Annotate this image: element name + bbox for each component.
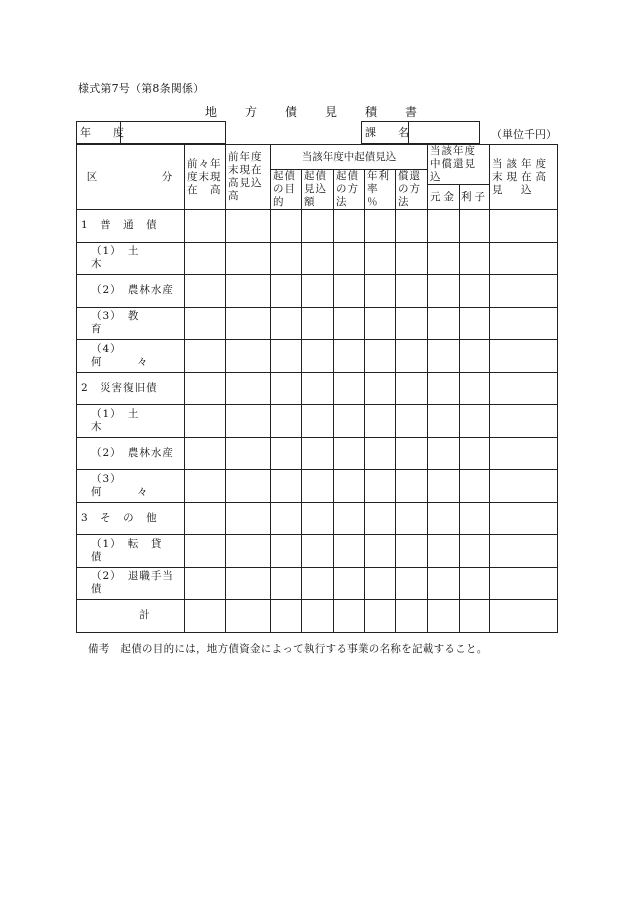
value-cell[interactable]	[271, 340, 302, 373]
value-cell[interactable]	[428, 567, 460, 600]
dept-label: 課 名	[365, 126, 409, 139]
table-row	[77, 242, 558, 275]
value-cell[interactable]	[365, 535, 396, 568]
value-cell[interactable]	[185, 470, 226, 503]
value-cell[interactable]	[185, 242, 226, 275]
value-cell[interactable]	[396, 567, 428, 600]
value-cell[interactable]	[271, 372, 302, 405]
value-cell[interactable]	[302, 242, 334, 275]
value-cell[interactable]	[460, 502, 490, 535]
value-cell[interactable]	[490, 502, 558, 535]
row-label: （1） 転 貸 債	[77, 535, 185, 568]
value-cell[interactable]	[428, 340, 460, 373]
header-issue-group: 当該年度中起債見込	[271, 145, 428, 170]
row-label: 2 災害復旧債	[77, 372, 185, 405]
value-cell[interactable]	[226, 567, 271, 600]
value-cell[interactable]	[396, 372, 428, 405]
header-rate: 年利率 ％	[365, 170, 396, 210]
value-cell[interactable]	[365, 340, 396, 373]
value-cell[interactable]	[396, 502, 428, 535]
value-cell[interactable]	[271, 600, 302, 633]
value-cell[interactable]	[490, 307, 558, 340]
value-cell[interactable]	[302, 535, 334, 568]
table-row	[77, 535, 558, 568]
value-cell[interactable]	[396, 470, 428, 503]
row-label: 計	[77, 600, 185, 633]
header-repay-group: 当該年度中償還見込	[428, 145, 490, 185]
table-row	[77, 307, 558, 340]
value-cell[interactable]	[226, 502, 271, 535]
value-cell[interactable]	[490, 210, 558, 243]
value-cell[interactable]	[396, 340, 428, 373]
value-cell[interactable]	[226, 600, 271, 633]
value-cell[interactable]	[334, 307, 365, 340]
value-cell[interactable]	[334, 567, 365, 600]
value-cell[interactable]	[226, 307, 271, 340]
value-cell[interactable]	[460, 372, 490, 405]
value-cell[interactable]	[396, 535, 428, 568]
value-cell[interactable]	[490, 242, 558, 275]
value-cell[interactable]	[334, 437, 365, 470]
value-cell[interactable]	[334, 502, 365, 535]
table-row	[77, 437, 558, 470]
value-cell[interactable]	[490, 340, 558, 373]
value-cell[interactable]	[302, 210, 334, 243]
value-cell[interactable]	[428, 600, 460, 633]
row-label: （3） 何 々	[77, 470, 185, 503]
value-cell[interactable]	[334, 242, 365, 275]
value-cell[interactable]	[396, 307, 428, 340]
value-cell[interactable]	[460, 535, 490, 568]
value-cell[interactable]	[185, 340, 226, 373]
value-cell[interactable]	[302, 502, 334, 535]
header-method: 起債の方法	[334, 170, 365, 210]
value-cell[interactable]	[185, 372, 226, 405]
value-cell[interactable]	[271, 210, 302, 243]
row-label: （1） 土 木	[77, 405, 185, 438]
value-cell[interactable]	[428, 405, 460, 438]
value-cell[interactable]	[185, 567, 226, 600]
value-cell[interactable]	[271, 242, 302, 275]
table-row	[77, 600, 558, 633]
value-cell[interactable]	[460, 242, 490, 275]
value-cell[interactable]	[334, 600, 365, 633]
value-cell[interactable]	[185, 535, 226, 568]
value-cell[interactable]	[365, 275, 396, 308]
header-principal: 元金	[428, 185, 460, 210]
document-title: 地 方 債 見 積 書	[204, 105, 425, 119]
value-cell[interactable]	[428, 502, 460, 535]
value-cell[interactable]	[460, 567, 490, 600]
value-cell[interactable]	[271, 307, 302, 340]
value-cell[interactable]	[396, 242, 428, 275]
value-cell[interactable]	[302, 405, 334, 438]
value-cell[interactable]	[226, 210, 271, 243]
value-cell[interactable]	[460, 340, 490, 373]
value-cell[interactable]	[365, 307, 396, 340]
value-cell[interactable]	[226, 340, 271, 373]
value-cell[interactable]	[226, 437, 271, 470]
value-cell[interactable]	[302, 307, 334, 340]
table-row	[77, 470, 558, 503]
value-cell[interactable]	[302, 275, 334, 308]
value-cell[interactable]	[302, 600, 334, 633]
value-cell[interactable]	[365, 210, 396, 243]
header-prev-year: 前年度末現在高見込高	[226, 145, 271, 210]
row-label: 1 普 通 債	[77, 210, 185, 243]
value-cell[interactable]	[226, 372, 271, 405]
value-cell[interactable]	[460, 405, 490, 438]
header-kubun: 区 分	[77, 145, 185, 210]
value-cell[interactable]	[460, 210, 490, 243]
value-cell[interactable]	[271, 405, 302, 438]
value-cell[interactable]	[334, 372, 365, 405]
row-label: （2） 退職手当債	[77, 567, 185, 600]
row-label: （2） 農林水産	[77, 437, 185, 470]
table-row	[77, 340, 558, 373]
row-label: （4） 何 々	[77, 340, 185, 373]
header-current-year: 当該年度末現在高見 込	[490, 145, 558, 210]
unit-label: （単位千円）	[491, 128, 557, 141]
value-cell[interactable]	[185, 307, 226, 340]
value-cell[interactable]	[490, 275, 558, 308]
value-cell[interactable]	[396, 210, 428, 243]
value-cell[interactable]	[185, 437, 226, 470]
value-cell[interactable]	[226, 535, 271, 568]
value-cell[interactable]	[334, 470, 365, 503]
value-cell[interactable]	[365, 437, 396, 470]
value-cell[interactable]	[490, 470, 558, 503]
value-cell[interactable]	[428, 275, 460, 308]
table-row	[77, 275, 558, 308]
value-cell[interactable]	[302, 437, 334, 470]
value-cell[interactable]	[185, 275, 226, 308]
header-prev-prev-year: 前々年度末現在 高	[185, 145, 226, 210]
table-row	[77, 210, 558, 243]
value-cell[interactable]	[302, 372, 334, 405]
value-cell[interactable]	[460, 275, 490, 308]
value-cell[interactable]	[271, 535, 302, 568]
value-cell[interactable]	[302, 470, 334, 503]
value-cell[interactable]	[365, 502, 396, 535]
table-row	[77, 405, 558, 438]
header-interest: 利子	[460, 185, 490, 210]
estimate-table	[76, 144, 558, 633]
row-label: （1） 土 木	[77, 242, 185, 275]
header-repay-method: 償還の方法	[396, 170, 428, 210]
value-cell[interactable]	[365, 600, 396, 633]
form-number-label: 様式第7号（第8条関係）	[78, 82, 205, 95]
value-cell[interactable]	[490, 437, 558, 470]
row-label: 3 そ の 他	[77, 502, 185, 535]
value-cell[interactable]	[396, 437, 428, 470]
table-row	[77, 567, 558, 600]
value-cell[interactable]	[490, 372, 558, 405]
value-cell[interactable]	[365, 470, 396, 503]
value-cell[interactable]	[334, 535, 365, 568]
value-cell[interactable]	[365, 405, 396, 438]
row-label: （3） 教 育	[77, 307, 185, 340]
value-cell[interactable]	[226, 275, 271, 308]
value-cell[interactable]	[185, 502, 226, 535]
value-cell[interactable]	[428, 535, 460, 568]
value-cell[interactable]	[490, 535, 558, 568]
value-cell[interactable]	[428, 437, 460, 470]
year-label: 年 度	[80, 126, 124, 139]
value-cell[interactable]	[460, 437, 490, 470]
value-cell[interactable]	[490, 567, 558, 600]
value-cell[interactable]	[334, 210, 365, 243]
value-cell[interactable]	[460, 307, 490, 340]
header-amount: 起債見込額	[302, 170, 334, 210]
row-label: （2） 農林水産	[77, 275, 185, 308]
value-cell[interactable]	[365, 567, 396, 600]
value-cell[interactable]	[302, 340, 334, 373]
value-cell[interactable]	[460, 470, 490, 503]
value-cell[interactable]	[185, 210, 226, 243]
value-cell[interactable]	[334, 275, 365, 308]
value-cell[interactable]	[271, 470, 302, 503]
value-cell[interactable]	[226, 405, 271, 438]
value-cell[interactable]	[185, 405, 226, 438]
value-cell[interactable]	[396, 275, 428, 308]
header-purpose: 起債の目的	[271, 170, 302, 210]
value-cell[interactable]	[396, 405, 428, 438]
value-cell[interactable]	[226, 470, 271, 503]
table-row	[77, 372, 558, 405]
value-cell[interactable]	[460, 600, 490, 633]
value-cell[interactable]	[365, 242, 396, 275]
value-cell[interactable]	[271, 437, 302, 470]
remarks-note: 備考 起債の目的には，地方債資金によって執行する事業の名称を記載すること。	[88, 643, 488, 655]
value-cell[interactable]	[271, 275, 302, 308]
value-cell[interactable]	[490, 600, 558, 633]
value-cell[interactable]	[490, 405, 558, 438]
value-cell[interactable]	[428, 210, 460, 243]
value-cell[interactable]	[302, 567, 334, 600]
value-cell[interactable]	[428, 307, 460, 340]
value-cell[interactable]	[271, 567, 302, 600]
value-cell[interactable]	[428, 372, 460, 405]
value-cell[interactable]	[428, 470, 460, 503]
value-cell[interactable]	[271, 502, 302, 535]
value-cell[interactable]	[396, 600, 428, 633]
value-cell[interactable]	[428, 242, 460, 275]
value-cell[interactable]	[226, 242, 271, 275]
value-cell[interactable]	[334, 340, 365, 373]
table-row	[77, 502, 558, 535]
value-cell[interactable]	[365, 372, 396, 405]
value-cell[interactable]	[185, 600, 226, 633]
value-cell[interactable]	[334, 405, 365, 438]
